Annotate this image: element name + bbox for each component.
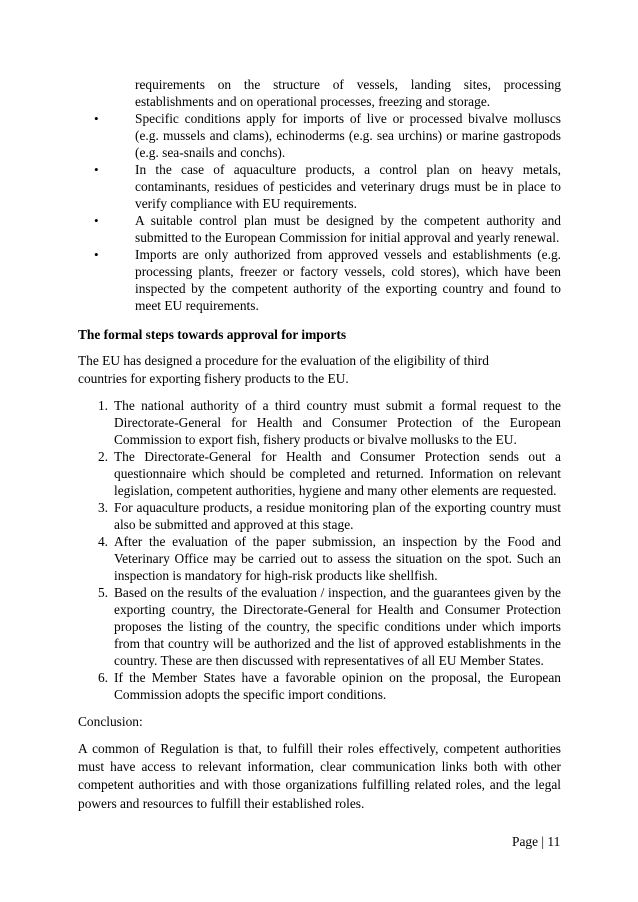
step-text: Based on the results of the evaluation / inspection, and the guarantees given by the exporting country, the Directorate-General for Health and Consumer Protection proposes the listing of the country, the specific conditions under which imports from that country will be authorized and the list of approved establishments in the country. These are then discussed with representatives of all EU Member States. bbox=[114, 585, 561, 668]
step-number: 6. bbox=[97, 670, 108, 685]
step-item bbox=[78, 397, 561, 448]
bullet-item bbox=[78, 110, 561, 161]
bullet-item bbox=[78, 246, 561, 314]
page-number: Page | 11 bbox=[512, 834, 561, 849]
step-item bbox=[78, 499, 561, 533]
bullet-text: A suitable control plan must be designed by the competent authority and submitted to the European Commission for initial approval and yearly renewal. bbox=[135, 213, 561, 245]
bullet-icon: • bbox=[94, 213, 99, 228]
step-number: 5. bbox=[97, 585, 108, 600]
bullet-text: Specific conditions apply for imports of live or processed bivalve molluscs (e.g. mussels and clams), echinoderms (e.g. sea urchins) or marine gastropods (e.g. sea-snails and conchs). bbox=[135, 111, 561, 160]
section-heading: The formal steps towards approval for imports bbox=[78, 327, 347, 342]
continued-bullet-text: requirements on the structure of vessels, landing sites, processing establishments and on operational processes, freezing and storage. bbox=[135, 77, 561, 109]
step-number: 4. bbox=[97, 534, 108, 549]
bullet-text: In the case of aquaculture products, a control plan on heavy metals, contaminants, residues of pesticides and veterinary drugs must be in place to verify compliance with EU requirements. bbox=[135, 162, 561, 211]
step-text: If the Member States have a favorable opinion on the proposal, the European Commission adopts the specific import conditions. bbox=[114, 670, 561, 702]
approval-steps-list bbox=[78, 397, 561, 703]
bullet-item bbox=[78, 161, 561, 212]
step-text: After the evaluation of the paper submission, an inspection by the Food and Veterinary Office may be carried out to assess the situation on the spot. Such an inspection is mandatory for high-risk products like shellfish. bbox=[114, 534, 561, 583]
step-item bbox=[78, 448, 561, 499]
step-text: The national authority of a third country must submit a formal request to the Directorate-General for Health and Consumer Protection of the European Commission to export fish, fishery products or bivalve mollusks to the EU. bbox=[114, 398, 561, 447]
step-number: 2. bbox=[97, 449, 108, 464]
step-text: For aquaculture products, a residue monitoring plan of the exporting country must also be submitted and approved at this stage. bbox=[114, 500, 561, 532]
conclusion-label: Conclusion: bbox=[78, 714, 143, 729]
intro-paragraph: The EU has designed a procedure for the evaluation of the eligibility of third countries for exporting fishery products to the EU. bbox=[78, 353, 489, 386]
step-text: The Directorate-General for Health and Consumer Protection sends out a questionnaire which should be completed and returned. Information on relevant legislation, competent authorities, hygiene and many other elements are requested. bbox=[114, 449, 561, 498]
step-item bbox=[78, 669, 561, 703]
step-number: 3. bbox=[97, 500, 108, 515]
bullet-text: Imports are only authorized from approved vessels and establishments (e.g. processing plants, freezer or factory vessels, cold stores), which have been inspected by the competent authority of the exporting country and found to meet EU requirements. bbox=[135, 247, 561, 313]
step-item bbox=[78, 584, 561, 669]
step-item bbox=[78, 533, 561, 584]
bullet-item bbox=[78, 212, 561, 246]
bullet-icon: • bbox=[94, 111, 99, 126]
bullet-icon: • bbox=[94, 162, 99, 177]
requirements-bullet-list bbox=[78, 110, 561, 314]
bullet-icon: • bbox=[94, 247, 99, 262]
conclusion-paragraph: A common of Regulation is that, to fulfill their roles effectively, competent authorities must have access to relevant information, clear communication links both with other competent authorities and with those organizations fulfilling related roles, and the legal powers and resources to fulfill their established roles. bbox=[78, 741, 561, 811]
step-number: 1. bbox=[97, 398, 108, 413]
